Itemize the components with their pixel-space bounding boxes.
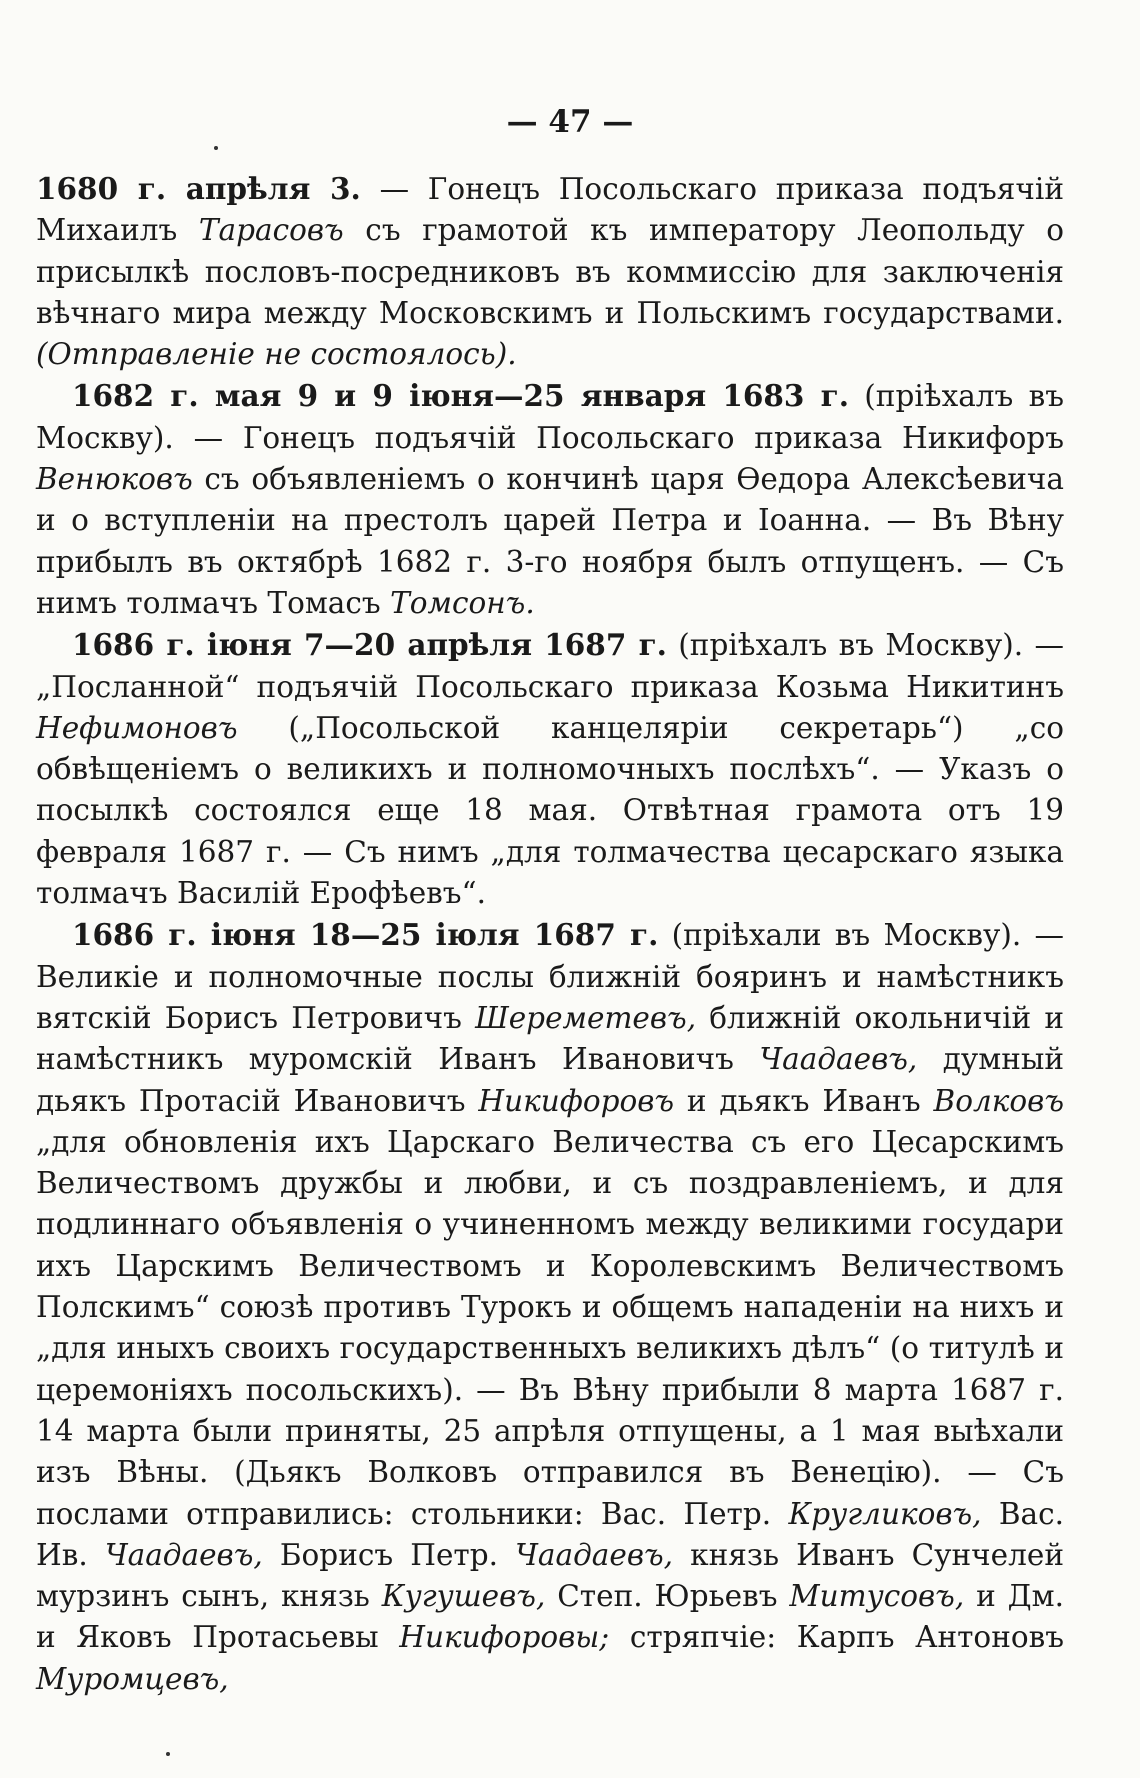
- entry-text: съ объявленіемъ о кончинѣ царя Ѳедора Алексѣевича и о вступленіи на престолъ царей Петра и Іоанна. — Въ Вѣну прибылъ въ октябрѣ 1682 г. 3-го ноября былъ отпущенъ. — Съ нимъ толмачъ Томасъ: [36, 462, 1064, 620]
- entry-text: князь Иванъ Сунчелей мурзинъ сынъ, князь: [36, 1537, 1064, 1614]
- entry-text: думный дьякъ Протасій Ивановичъ: [36, 1042, 1064, 1118]
- entry-text: и дьякъ Иванъ: [674, 1083, 934, 1118]
- name-italic: Никифоровъ: [478, 1083, 675, 1118]
- page-number: — 47 —: [506, 104, 634, 140]
- entry-text: Степ. Юрьевъ: [545, 1579, 790, 1614]
- name-italic: Шереметевъ,: [475, 1000, 697, 1035]
- entry-date: 1680 г. апрѣля 3.: [36, 171, 361, 206]
- entry-text: съ грамотой къ императору Леопольду о присылкѣ пословъ-посредниковъ въ коммиссію для заключенія вѣчнаго мира между Московскимъ и Польскимъ государствами.: [36, 213, 1065, 330]
- name-italic: Никифоровы;: [399, 1620, 610, 1655]
- entry-text: Борисъ Петр.: [262, 1537, 516, 1572]
- entry-text: (пріѣхали въ Москву). — Великіе и полномочные послы ближній бояринъ и намѣстникъ вятскій Борисъ Петровичъ: [36, 918, 1064, 1035]
- entry-text: (пріѣхалъ въ Москву). — „Посланной“ подъячій Посольскаго приказа Козьма Никитинъ: [36, 628, 1064, 704]
- entry-text: „для обновленія ихъ Царскаго Величества съ его Цесарскимъ Величествомъ дружбы и любви, и съ поздравленіемъ, и для подлиннаго объявленія о учиненномъ между великими государи ихъ Царскимъ Величествомъ и Королевскимъ Величествомъ Полскимъ“ союзѣ противъ Турокъ и общемъ нападеніи на нихъ и „для иныхъ своихъ государственныхъ великихъ дѣлъ“ (о титулѣ и церемоніяхъ посольскихъ). — Въ Вѣну прибыли 8 марта 1687 г. 14 марта были приняты, 25 апрѣля отпущены, а 1 мая выѣхали изъ Вѣны. (Дьякъ Волковъ отправился въ Венецію). — Съ послами отправились: стольники: Вас. Петр.: [36, 1124, 1064, 1531]
- name-italic: Чаадаевъ,: [515, 1537, 674, 1572]
- name-italic: Кугушевъ,: [381, 1579, 546, 1614]
- name-italic: Чаадаевъ,: [104, 1537, 263, 1572]
- entry-text: стряпчіе: Карпъ Антоновъ: [609, 1620, 1064, 1655]
- entry-paragraph: [36, 624, 1064, 914]
- name-italic: Муромцевъ,: [36, 1661, 229, 1696]
- entry-text: — Гонецъ Посольскаго приказа подъячій Михаилъ: [36, 172, 1064, 248]
- entry-date: 1686 г. іюня 18—25 іюля 1687 г.: [72, 917, 659, 953]
- name-italic: Венюковъ: [36, 462, 193, 497]
- name-italic: (Отправленіе не состоялось).: [36, 337, 517, 372]
- name-italic: Нефимоновъ: [36, 710, 238, 745]
- entry-text: Вас. Ив.: [36, 1496, 1065, 1572]
- name-italic: Волковъ: [933, 1083, 1064, 1118]
- name-italic: Кругликовъ,: [788, 1496, 982, 1531]
- name-italic: Чаадаевъ,: [759, 1042, 918, 1077]
- entry-text: и Дм. и Яковъ Протасьевы: [36, 1579, 1064, 1655]
- entry-paragraph: [36, 375, 1064, 624]
- entry-text: („Посольской канцеляріи секретарь“) „со обвѣщеніемъ о великихъ и полномочныхъ послѣхъ“. — Указъ о посылкѣ состоялся еще 18 мая. Отвѣтная грамота отъ 19 февраля 1687 г. — Съ нимъ „для толмачества цесарскаго языка толмачъ Василій Ерофѣевъ“.: [36, 710, 1064, 911]
- speck: [214, 146, 218, 150]
- body-text: [36, 168, 1064, 1700]
- name-italic: Томсонъ.: [390, 585, 535, 620]
- entry-paragraph: [36, 914, 1064, 1700]
- name-italic: Митусовъ,: [789, 1579, 965, 1614]
- entry-text: (пріѣхалъ въ Москву). — Гонецъ подъячій Посольскаго приказа Никифоръ: [36, 379, 1064, 455]
- name-italic: Тарасовъ: [198, 213, 344, 248]
- entry-date: 1682 г. мая 9 и 9 іюня—25 января 1683 г.: [72, 378, 849, 414]
- entry-date: 1686 г. іюня 7—20 апрѣля 1687 г.: [72, 627, 667, 663]
- entry-text: ближній окольничій и намѣстникъ муромскій Иванъ Ивановичъ: [36, 1000, 1064, 1077]
- speck: [166, 1752, 170, 1756]
- entry-paragraph: [36, 168, 1064, 375]
